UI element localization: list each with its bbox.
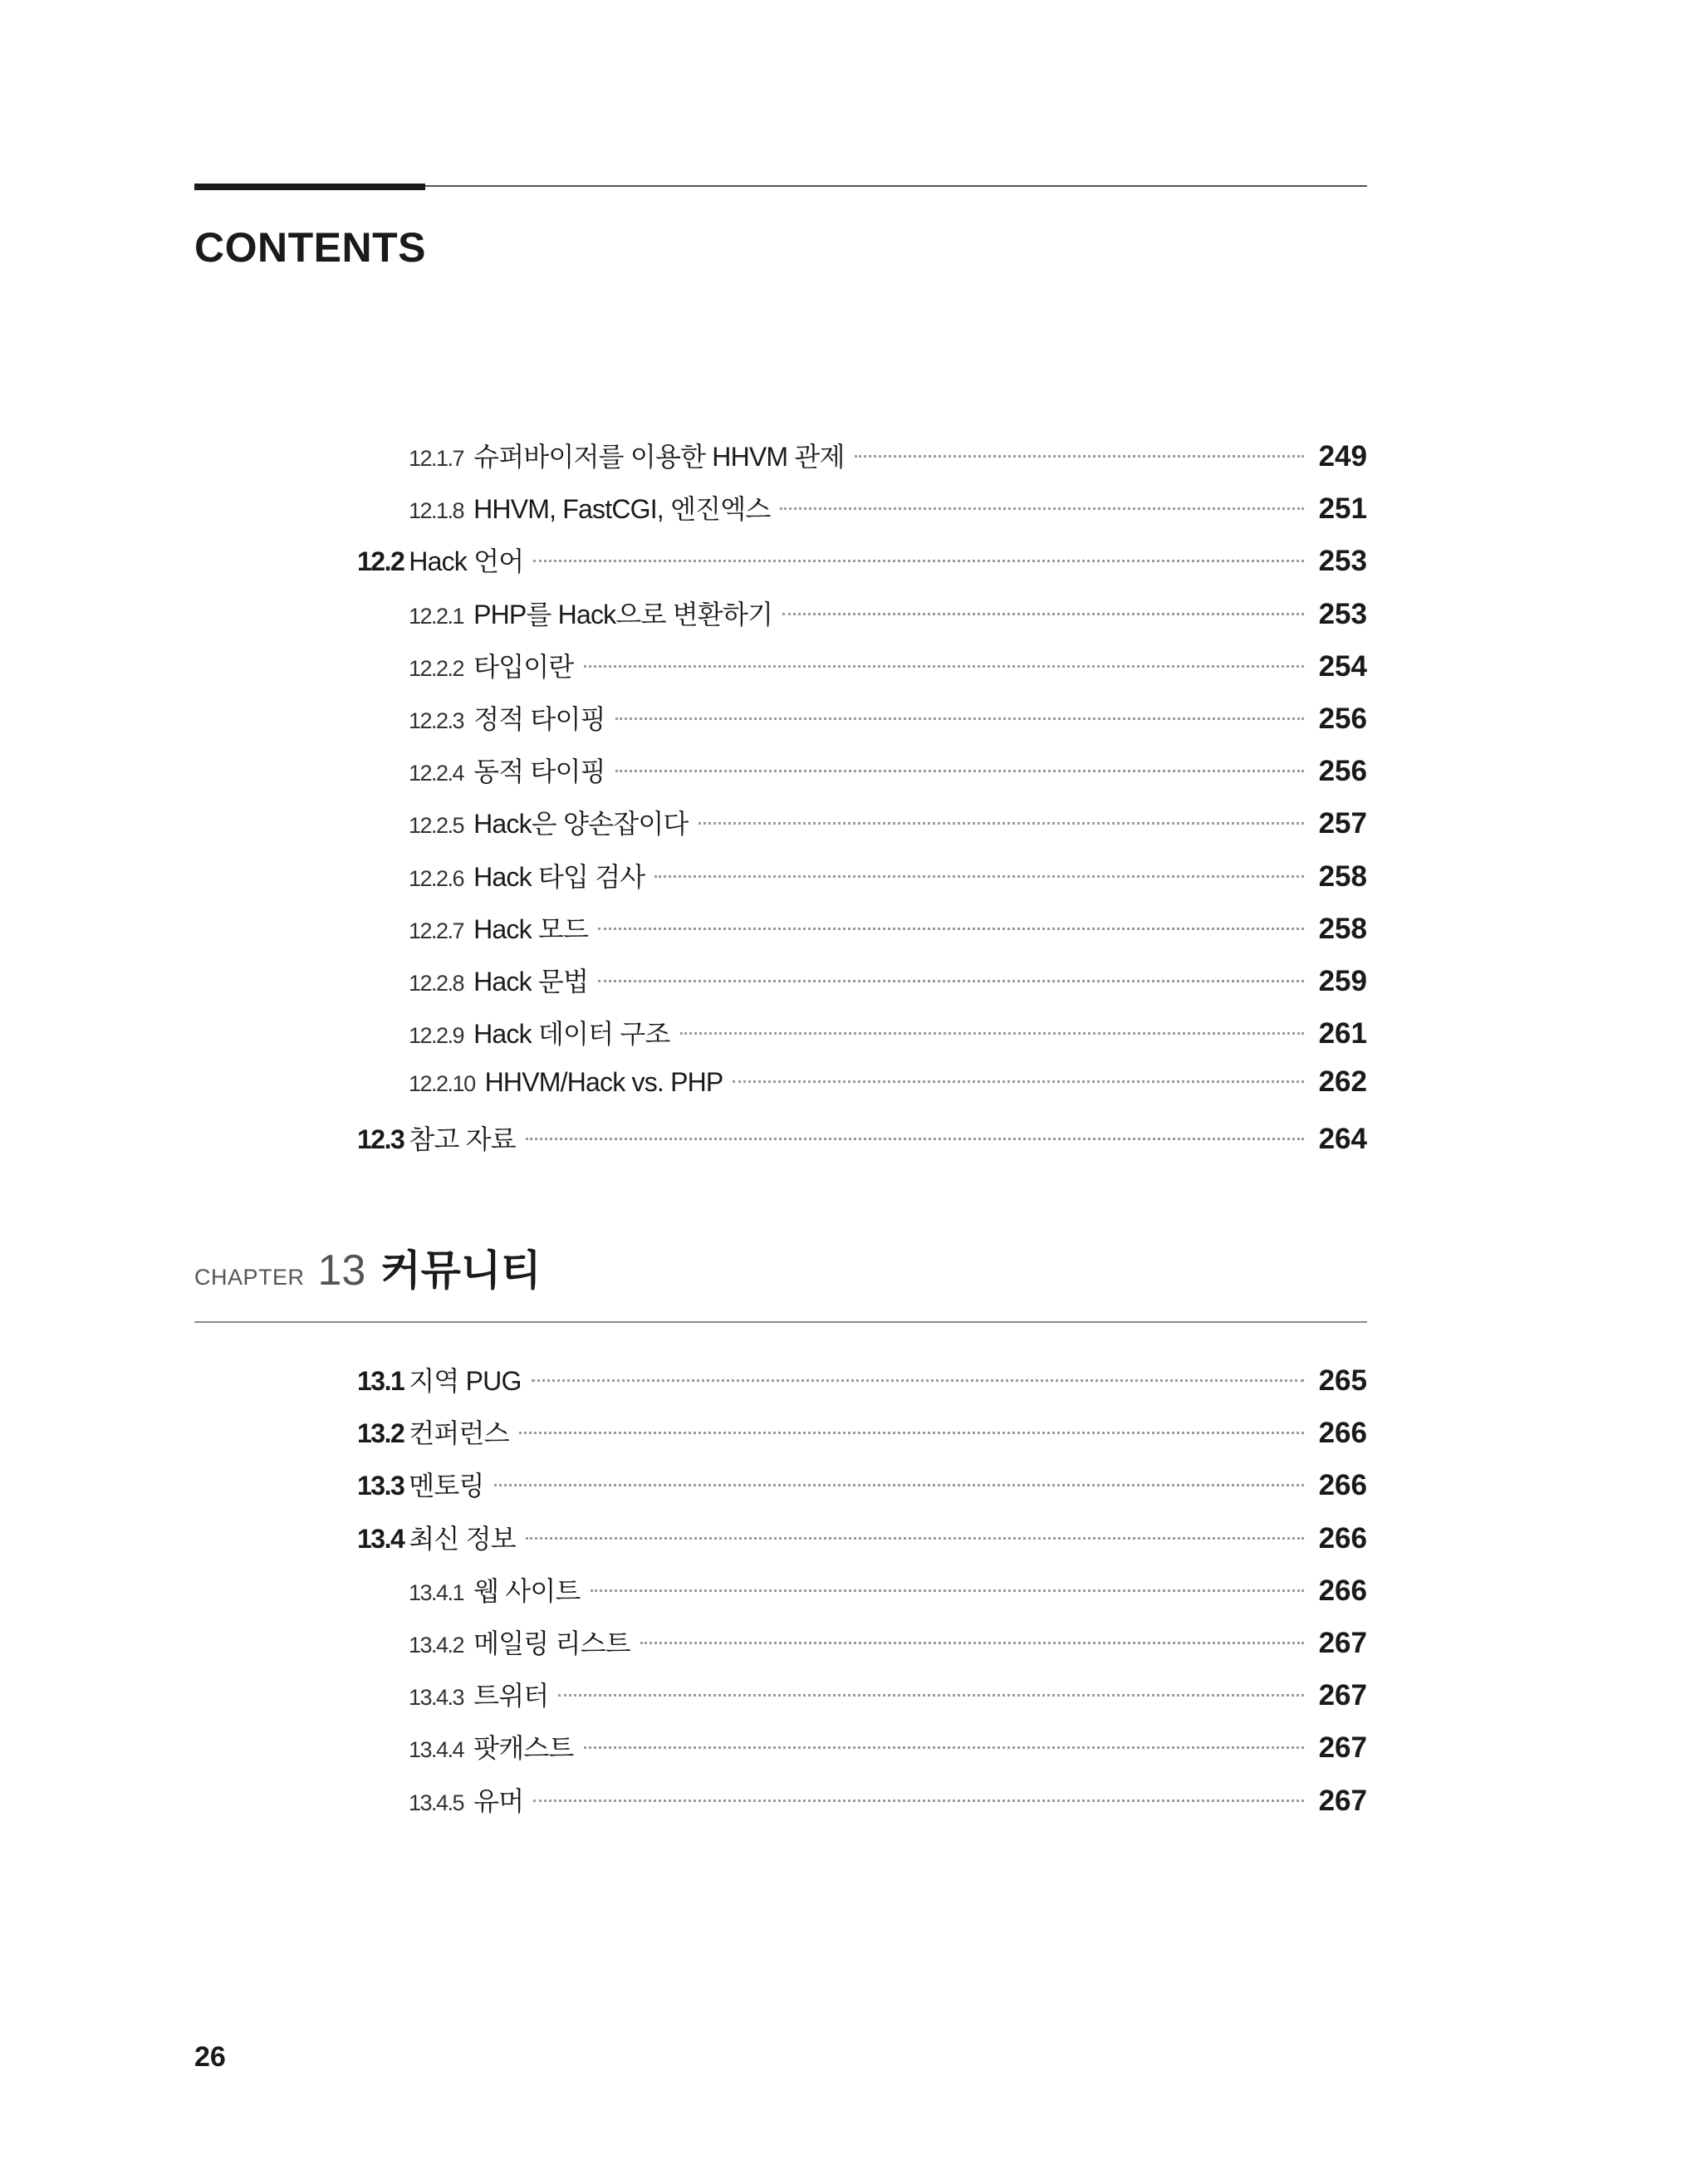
dot-leader xyxy=(615,717,1304,720)
toc-entry-number: 13.1 xyxy=(357,1366,404,1396)
toc-entry[interactable] xyxy=(409,1570,1367,1614)
toc-entry-page: 256 xyxy=(1318,703,1367,735)
dot-leader xyxy=(558,1694,1304,1697)
toc-entry-page: 253 xyxy=(1318,545,1367,578)
toc-entry-number: 12.2.4 xyxy=(409,761,464,786)
toc-entry[interactable] xyxy=(409,803,1367,846)
toc-entry-page: 267 xyxy=(1318,1627,1367,1659)
dot-leader xyxy=(533,1800,1304,1802)
toc-entry-page: 261 xyxy=(1318,1017,1367,1050)
toc-entry-page: 258 xyxy=(1318,912,1367,945)
toc-entry[interactable] xyxy=(409,1780,1367,1824)
toc-entry[interactable] xyxy=(409,1727,1367,1770)
toc-entry-number: 12.2.9 xyxy=(409,1023,464,1049)
toc-entry-page: 266 xyxy=(1318,1469,1367,1502)
toc-entry[interactable] xyxy=(409,1065,1367,1109)
chapter-label: CHAPTER xyxy=(194,1265,305,1290)
toc-entry-title: 지역 PUG xyxy=(409,1366,522,1396)
chapter-rule xyxy=(194,1321,1367,1323)
dot-leader xyxy=(584,665,1304,668)
toc-entry-page: 265 xyxy=(1318,1364,1367,1397)
toc-entry-page: 253 xyxy=(1318,597,1367,630)
toc-entry-number: 12.2.2 xyxy=(409,655,464,681)
toc-entry-number: 12.2.10 xyxy=(409,1071,475,1097)
toc-entry[interactable] xyxy=(409,1675,1367,1718)
toc-entry-title: 참고 자료 xyxy=(409,1124,516,1154)
toc-entry-page: 258 xyxy=(1318,859,1367,893)
toc-entry-page: 266 xyxy=(1318,1417,1367,1450)
toc-entry-title: HHVM, FastCGI, 엔진엑스 xyxy=(473,494,771,525)
dot-leader xyxy=(615,770,1304,772)
toc-entry-number: 12.2.8 xyxy=(409,971,464,996)
toc-entry[interactable] xyxy=(357,1465,1367,1508)
top-rule-accent xyxy=(194,184,425,190)
toc-entry-number: 12.1.8 xyxy=(409,498,464,524)
toc-entry-title: Hack 문법 xyxy=(473,967,589,997)
toc-entry-title: Hack 타입 검사 xyxy=(473,861,645,892)
toc-entry-title: 메일링 리스트 xyxy=(473,1628,630,1658)
dot-leader xyxy=(782,613,1304,615)
toc-entry-page: 267 xyxy=(1318,1731,1367,1765)
toc-entry-title: PHP를 Hack으로 변환하기 xyxy=(473,599,773,629)
chapter-title: 커뮤니티 xyxy=(380,1247,542,1294)
dot-leader xyxy=(598,980,1304,982)
toc-entry[interactable] xyxy=(409,436,1367,479)
toc-entry-number: 13.4.1 xyxy=(409,1579,464,1605)
toc-entry[interactable] xyxy=(409,1623,1367,1666)
toc-entry-page: 257 xyxy=(1318,807,1367,840)
toc-entry-title: Hack 모드 xyxy=(473,913,589,944)
toc-entry[interactable] xyxy=(409,961,1367,1004)
toc-entry-title: HHVM/Hack vs. PHP xyxy=(484,1067,723,1098)
chapter-number: 13 xyxy=(317,1246,366,1295)
toc-entry-title: 웹 사이트 xyxy=(473,1575,581,1606)
toc-entry-title: 타입이란 xyxy=(473,651,574,682)
toc-entry[interactable] xyxy=(357,1413,1367,1456)
toc-entry-number: 12.2.1 xyxy=(409,603,464,629)
toc-entry-number: 12.2.3 xyxy=(409,708,464,733)
toc-entry[interactable] xyxy=(409,488,1367,531)
toc-entry-page: 251 xyxy=(1318,492,1367,526)
toc-entry-title: 팟캐스트 xyxy=(473,1733,574,1764)
toc-entry-title: 멘토링 xyxy=(409,1471,484,1501)
chapter-heading xyxy=(194,1237,542,1297)
toc-entry-title: Hack은 양손잡이다 xyxy=(473,809,689,840)
toc-entry-page: 256 xyxy=(1318,755,1367,788)
dot-leader xyxy=(640,1642,1304,1644)
toc-entry-number: 13.4.3 xyxy=(409,1685,464,1711)
toc-entry-page: 266 xyxy=(1318,1574,1367,1607)
toc-entry-number: 12.1.7 xyxy=(409,446,464,471)
dot-leader xyxy=(591,1589,1304,1592)
toc-entry-title: 동적 타이핑 xyxy=(473,757,605,787)
toc-entry-number: 13.3 xyxy=(357,1471,404,1501)
toc-entry-title: 최신 정보 xyxy=(409,1523,516,1554)
toc-entry-title: 트위터 xyxy=(473,1681,549,1711)
toc-entry[interactable] xyxy=(409,698,1367,742)
toc-entry-title: 유머 xyxy=(473,1785,524,1816)
page-number: 26 xyxy=(194,2041,226,2073)
dot-leader xyxy=(526,1537,1304,1540)
toc-entry-page: 266 xyxy=(1318,1521,1367,1555)
toc-entry[interactable] xyxy=(357,541,1367,584)
toc-entry-number: 13.2 xyxy=(357,1418,404,1449)
toc-entry-page: 254 xyxy=(1318,649,1367,683)
dot-leader xyxy=(584,1746,1304,1749)
toc-entry-page: 267 xyxy=(1318,1784,1367,1817)
toc-entry-page: 259 xyxy=(1318,965,1367,997)
toc-entry-page: 267 xyxy=(1318,1679,1367,1712)
dot-leader xyxy=(494,1484,1304,1486)
toc-entry[interactable] xyxy=(357,1360,1367,1403)
page-title: CONTENTS xyxy=(194,224,426,271)
toc-entry-number: 12.3 xyxy=(357,1124,404,1154)
toc-entry-page: 262 xyxy=(1318,1065,1367,1099)
toc-entry-title: 정적 타이핑 xyxy=(473,704,605,734)
toc-entry[interactable] xyxy=(357,1518,1367,1561)
toc-entry-number: 13.4.5 xyxy=(409,1790,464,1815)
toc-entry[interactable] xyxy=(409,751,1367,794)
dot-leader xyxy=(598,928,1304,930)
dot-leader xyxy=(699,822,1304,825)
toc-entry[interactable] xyxy=(409,646,1367,689)
toc-entry-title: Hack 데이터 구조 xyxy=(473,1019,670,1050)
toc-entry-number: 13.4.4 xyxy=(409,1737,464,1763)
toc-entry-number: 13.4.2 xyxy=(409,1633,464,1658)
toc-entry-number: 13.4 xyxy=(357,1523,404,1554)
dot-leader xyxy=(680,1032,1304,1035)
toc-entry-title: 슈퍼바이저를 이용한 HHVM 관제 xyxy=(473,442,845,472)
toc-entry-title: 컨퍼런스 xyxy=(409,1418,509,1449)
toc-entry[interactable] xyxy=(409,1013,1367,1056)
toc-entry-number: 12.2.5 xyxy=(409,813,464,839)
dot-leader xyxy=(526,1138,1304,1140)
dot-leader xyxy=(533,560,1304,562)
toc-entry-page: 264 xyxy=(1318,1122,1367,1155)
dot-leader xyxy=(532,1379,1304,1382)
dot-leader xyxy=(654,875,1304,878)
toc-entry[interactable] xyxy=(409,908,1367,952)
toc-entry[interactable] xyxy=(409,856,1367,899)
toc-entry-number: 12.2 xyxy=(357,546,404,577)
toc-entry-number: 12.2.7 xyxy=(409,918,464,943)
toc-entry-number: 12.2.6 xyxy=(409,865,464,891)
dot-leader xyxy=(519,1432,1304,1434)
toc-entry-page: 249 xyxy=(1318,440,1367,473)
dot-leader xyxy=(733,1080,1304,1083)
dot-leader xyxy=(855,455,1304,458)
dot-leader xyxy=(780,507,1304,510)
toc-entry[interactable] xyxy=(409,594,1367,637)
toc-entry-title: Hack 언어 xyxy=(409,546,524,577)
toc-entry[interactable] xyxy=(357,1119,1367,1162)
